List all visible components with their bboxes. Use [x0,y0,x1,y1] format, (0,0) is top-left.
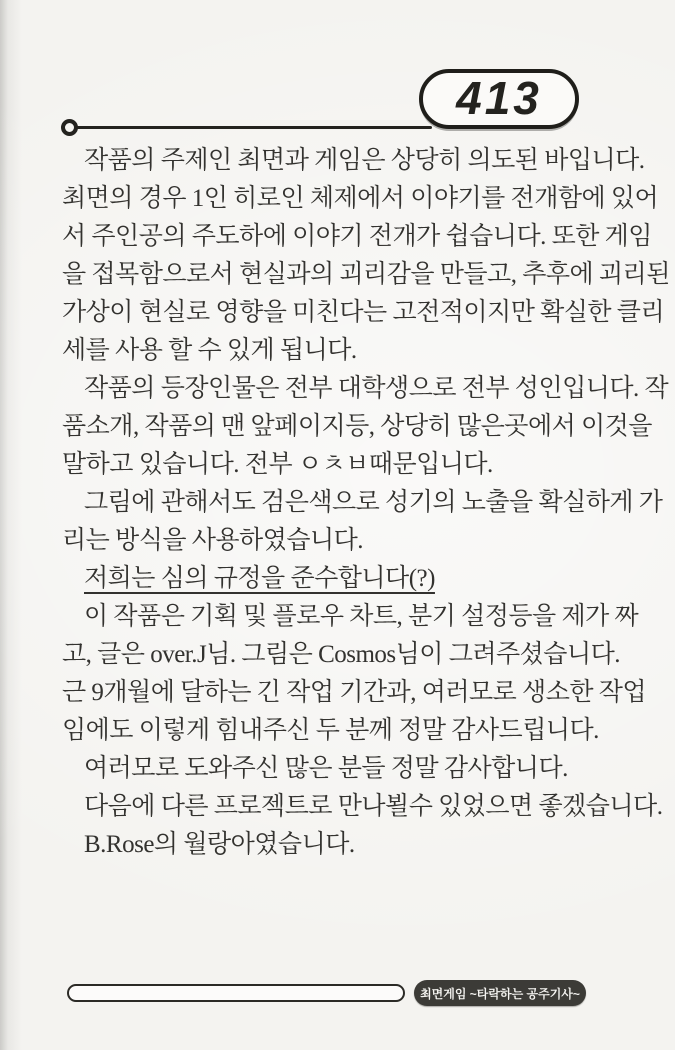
text-line: 여러모로 도와주신 많은 분들 정말 감사합니다. [84,755,568,782]
series-title-badge [414,980,586,1006]
text-line: 리는 방식을 사용하였습니다. [62,527,364,554]
afterword-text [62,142,670,864]
text-line: 고, 글은 over.J님. 그림은 Cosmos님이 그려주셨습니다. [62,641,621,668]
text-line: 다음에 다른 프로젝트로 만나뵐수 있었으면 좋겠습니다. [84,793,663,820]
text-line: 세를 사용 할 수 있게 됩니다. [62,337,357,364]
page-number-badge [419,69,579,129]
header-rule [76,126,432,129]
text-line: 임에도 이렇게 힘내주신 두 분께 정말 감사드립니다. [62,717,599,744]
footer-rule-capsule [67,984,405,1002]
text-line: 품소개, 작품의 맨 앞페이지등, 상당히 많은곳에서 이것을 [62,413,652,440]
text-line: 을 접목함으로서 현실과의 괴리감을 만들고, 추후에 괴리된 [62,261,670,288]
text-line: 근 9개월에 달하는 긴 작업 기간과, 여러모로 생소한 작업 [62,679,647,706]
text-line: 가상이 현실로 영향을 미친다는 고전적이지만 확실한 클리 [62,299,665,326]
page-number: 413 [456,72,542,124]
text-line: 작품의 주제인 최면과 게임은 상당히 의도된 바입니다. [84,147,645,174]
text-line: 서 주인공의 주도하에 이야기 전개가 쉽습니다. 또한 게임 [62,223,652,250]
text-line: 말하고 있습니다. 전부 ㅇㅊㅂ때문입니다. [62,451,493,478]
text-line: 최면의 경우 1인 히로인 체제에서 이야기를 전개함에 있어 [62,185,659,212]
rule-end-circle-icon [61,119,78,136]
series-title-label: 최면게임 ~타락하는 공주기사~ [420,986,580,1001]
text-line: B.Rose의 월랑아였습니다. [84,831,355,858]
text-line: 작품의 등장인물은 전부 대학생으로 전부 성인입니다. 작 [84,375,669,402]
text-line: 그림에 관해서도 검은색으로 성기의 노출을 확실하게 가 [84,489,663,516]
text-line: 이 작품은 기획 및 플로우 차트, 분기 설정등을 제가 짜 [84,603,639,630]
text-line: 저희는 심의 규정을 준수합니다(?) [84,565,435,592]
